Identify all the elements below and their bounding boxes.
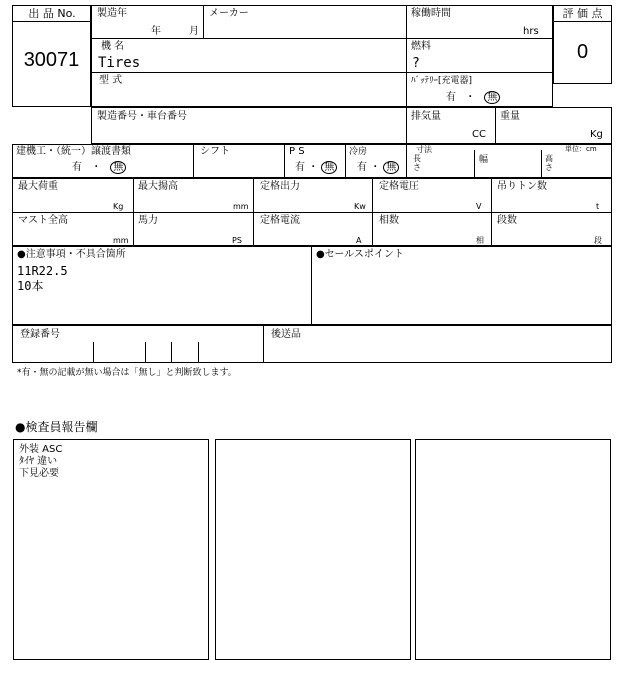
stages-unit: 段 bbox=[594, 236, 602, 245]
hoist-tons-label: 吊りトン数 bbox=[497, 181, 547, 192]
ac-choice bbox=[357, 161, 399, 174]
notes-line-2: 10本 bbox=[17, 279, 44, 293]
phases-unit: 相 bbox=[476, 236, 484, 245]
dims-height: 高 さ bbox=[545, 154, 553, 172]
dims-length: 長 さ bbox=[413, 154, 421, 172]
phases-label: 相数 bbox=[379, 215, 399, 226]
rated-voltage-label: 定格電圧 bbox=[379, 181, 419, 192]
transfer-yes: 有 bbox=[72, 162, 82, 173]
ps-no: 無 bbox=[321, 161, 337, 174]
divider bbox=[406, 5, 407, 107]
rated-current-label: 定格電流 bbox=[260, 215, 300, 226]
divider bbox=[406, 144, 407, 178]
divider bbox=[91, 38, 553, 39]
inspector-line-2: ﾀｲﾔ 違い bbox=[19, 456, 58, 467]
battery-dot: ・ bbox=[465, 92, 476, 103]
sales-label: ●セールスポイント bbox=[316, 249, 404, 260]
model-name-label: 機 名 bbox=[101, 41, 125, 52]
model-type-label: 型 式 bbox=[99, 75, 123, 86]
divider bbox=[193, 144, 194, 178]
mast-height-label: マスト全高 bbox=[18, 215, 68, 226]
divider bbox=[198, 342, 199, 363]
divider bbox=[345, 144, 346, 178]
displacement-label: 排気量 bbox=[411, 111, 441, 122]
divider bbox=[541, 150, 542, 178]
divider bbox=[171, 342, 172, 363]
stages-label: 段数 bbox=[497, 215, 517, 226]
transfer-dot: ・ bbox=[91, 162, 102, 173]
rating-label: 評 価 点 bbox=[562, 7, 603, 20]
footnote: *有・無の記載が無い場合は「無し」と判断致します。 bbox=[17, 368, 237, 378]
horsepower-unit: PS bbox=[232, 236, 242, 245]
divider bbox=[203, 5, 204, 38]
transfer-label: 建機工・（統一）譲渡書類 bbox=[16, 146, 131, 157]
rated-output-label: 定格出力 bbox=[260, 181, 300, 192]
inspector-panel-3 bbox=[415, 439, 611, 660]
hours-unit: hrs bbox=[523, 26, 539, 37]
ac-dot: ・ bbox=[370, 162, 381, 173]
divider bbox=[91, 72, 553, 73]
divider bbox=[491, 178, 492, 246]
dims-width: 幅 bbox=[479, 155, 489, 165]
battery-choice bbox=[446, 91, 500, 104]
month-suffix: 月 bbox=[189, 26, 199, 37]
divider bbox=[12, 212, 612, 213]
divider bbox=[133, 178, 134, 246]
divider bbox=[495, 107, 496, 144]
battery-yes: 有 bbox=[446, 92, 456, 103]
max-lift-label: 最大揚高 bbox=[138, 181, 178, 192]
displacement-unit: CC bbox=[472, 129, 486, 140]
divider bbox=[311, 246, 312, 325]
divider bbox=[12, 21, 91, 22]
rated-voltage-unit: V bbox=[476, 202, 482, 211]
horsepower-label: 馬力 bbox=[138, 215, 158, 226]
rating-value: 0 bbox=[576, 41, 589, 63]
ps-choice bbox=[295, 161, 337, 174]
year-suffix: 年 bbox=[151, 26, 161, 37]
fuel-value: ? bbox=[412, 56, 420, 71]
transfer-no: 無 bbox=[110, 161, 126, 174]
inspector-line-1: 外装 ASC bbox=[19, 444, 63, 455]
divider bbox=[406, 107, 407, 144]
hoist-tons-unit: t bbox=[596, 202, 600, 211]
fuel-label: 燃料 bbox=[411, 41, 431, 52]
inspector-panel-2 bbox=[215, 439, 411, 660]
model-name-value: Tires bbox=[98, 55, 141, 71]
inspector-line-3: 下見必要 bbox=[19, 468, 59, 479]
serial-label: 製造番号・車台番号 bbox=[97, 111, 187, 122]
divider bbox=[93, 342, 94, 363]
inspector-title: ●検査員報告欄 bbox=[15, 420, 98, 434]
weight-label: 重量 bbox=[500, 111, 520, 122]
divider bbox=[474, 150, 475, 178]
notes-line-1: 11R22.5 bbox=[17, 264, 68, 278]
notes-label: ●注意事項・不具合箇所 bbox=[17, 249, 126, 260]
battery-no: 無 bbox=[484, 91, 500, 104]
hours-label: 稼働時間 bbox=[411, 8, 451, 19]
ac-yes: 有 bbox=[357, 162, 367, 173]
divider bbox=[553, 21, 612, 22]
divider bbox=[372, 178, 373, 246]
ps-yes: 有 bbox=[295, 162, 305, 173]
registration-label: 登録番号 bbox=[20, 329, 60, 340]
battery-label: ﾊﾞｯﾃﾘｰ[充電器] bbox=[411, 76, 473, 86]
rated-current-unit: A bbox=[356, 236, 362, 245]
shift-label: シフト bbox=[200, 146, 230, 157]
ac-no: 無 bbox=[383, 161, 399, 174]
item-no-label: 出 品 No. bbox=[28, 7, 76, 20]
mfg-year-label: 製造年 bbox=[97, 8, 127, 19]
dims-unit-note: 単位：cm bbox=[565, 145, 597, 153]
ps-label: P S bbox=[289, 146, 305, 157]
transfer-choice bbox=[72, 161, 126, 174]
item-no-value: 30071 bbox=[23, 49, 80, 71]
dims-label: 寸法 bbox=[416, 145, 432, 154]
weight-unit: Kg bbox=[590, 129, 603, 140]
maker-label: メーカー bbox=[209, 8, 249, 19]
max-lift-unit: mm bbox=[233, 202, 249, 211]
ps-dot: ・ bbox=[308, 162, 319, 173]
registration-row bbox=[12, 325, 612, 363]
shipping-label: 後送品 bbox=[271, 329, 301, 340]
max-load-unit: Kg bbox=[113, 202, 124, 211]
divider bbox=[253, 178, 254, 246]
divider bbox=[284, 144, 285, 178]
divider bbox=[145, 342, 146, 363]
rated-output-unit: Kw bbox=[354, 202, 366, 211]
ac-label: 冷房 bbox=[349, 147, 368, 157]
max-load-label: 最大荷重 bbox=[18, 181, 58, 192]
mast-height-unit: mm bbox=[113, 236, 129, 245]
divider bbox=[263, 325, 264, 363]
